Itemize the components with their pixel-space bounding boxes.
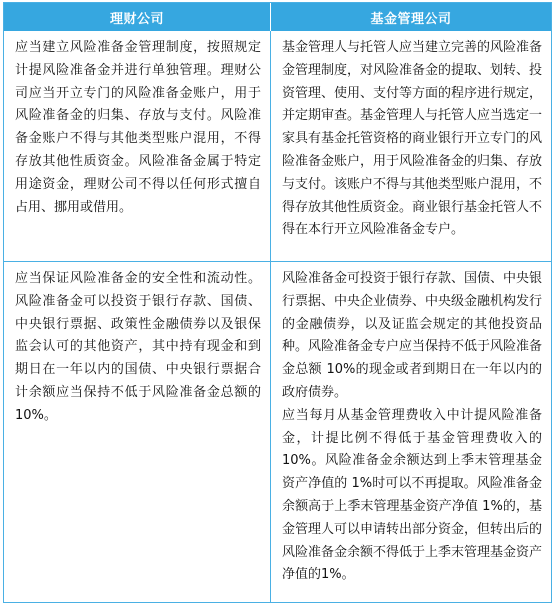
comparison-table [3,2,552,603]
header-fund-management-company: 基金管理公司 [271,3,551,31]
row2-wealth-text: 应当保证风险准备金的安全性和流动性。风险准备金可以投资于银行存款、国债、中央银行票据、政策性金融债券以及银保监会认可的其他资产，其中持有现金和到期日在一年以内的国债、中央银行票据合计余额应当保持不低于风险准备金总额的10%。 [15,271,261,423]
row1-fund-text: 基金管理人与托管人应当建立完善的风险准备金管理制度，对风险准备金的提取、划转、投资管理、使用、支付等方面的程序进行规定，并定期审查。基金管理人与托管人应当选定一家具有基金托管资格的商业银行开立专门的风险准备金账户，用于风险准备金的归集、存放与支付。该账户不得与其他类型账户混用，不得存放其他性质资金。商业银行基金托管人不得在本行开立风险准备金专户。 [282,40,543,238]
row1-wealth-text: 应当建立风险准备金管理制度，按照规定计提风险准备金并进行单独管理。理财公司应当开立专门的风险准备金账户，用于风险准备金的归集、存放与支付。风险准备金账户不得与其他类型账户混用，不得存放其他性质资金。风险准备金属于特定用途资金，理财公司不得以任何形式擅自占用、挪用或借用。 [15,40,261,215]
header-wealth-management-company: 理财公司 [4,3,271,31]
row2-wealth-cell [4,262,271,602]
row2-fund-cell [271,262,551,602]
row2-fund-text-provision: 应当每月从基金管理费收入中计提风险准备金，计提比例不得低于基金管理费收入的10%。风险准备金余额达到上季末管理基金资产净值的 1%时可以不再提取。风险准备金余额高于上季末管理基金资产净值 1%的，基金管理人可以申请转出部分资金，但转出后的风险准备金余额不得低于上季末管理基金资产净值的1%。 [282,407,543,583]
row1-wealth-cell [4,31,271,262]
row2-fund-text-investment: 风险准备金可投资于银行存款、国债、中央银行票据、中央企业债券、中央级金融机构发行的金融债券，以及证监会规定的其他投资品种。风险准备金专户应当保持不低于风险准备金总额 10%的现金或者到期日在一年以内的政府债券。 [282,271,543,400]
row1-fund-cell [271,31,551,262]
